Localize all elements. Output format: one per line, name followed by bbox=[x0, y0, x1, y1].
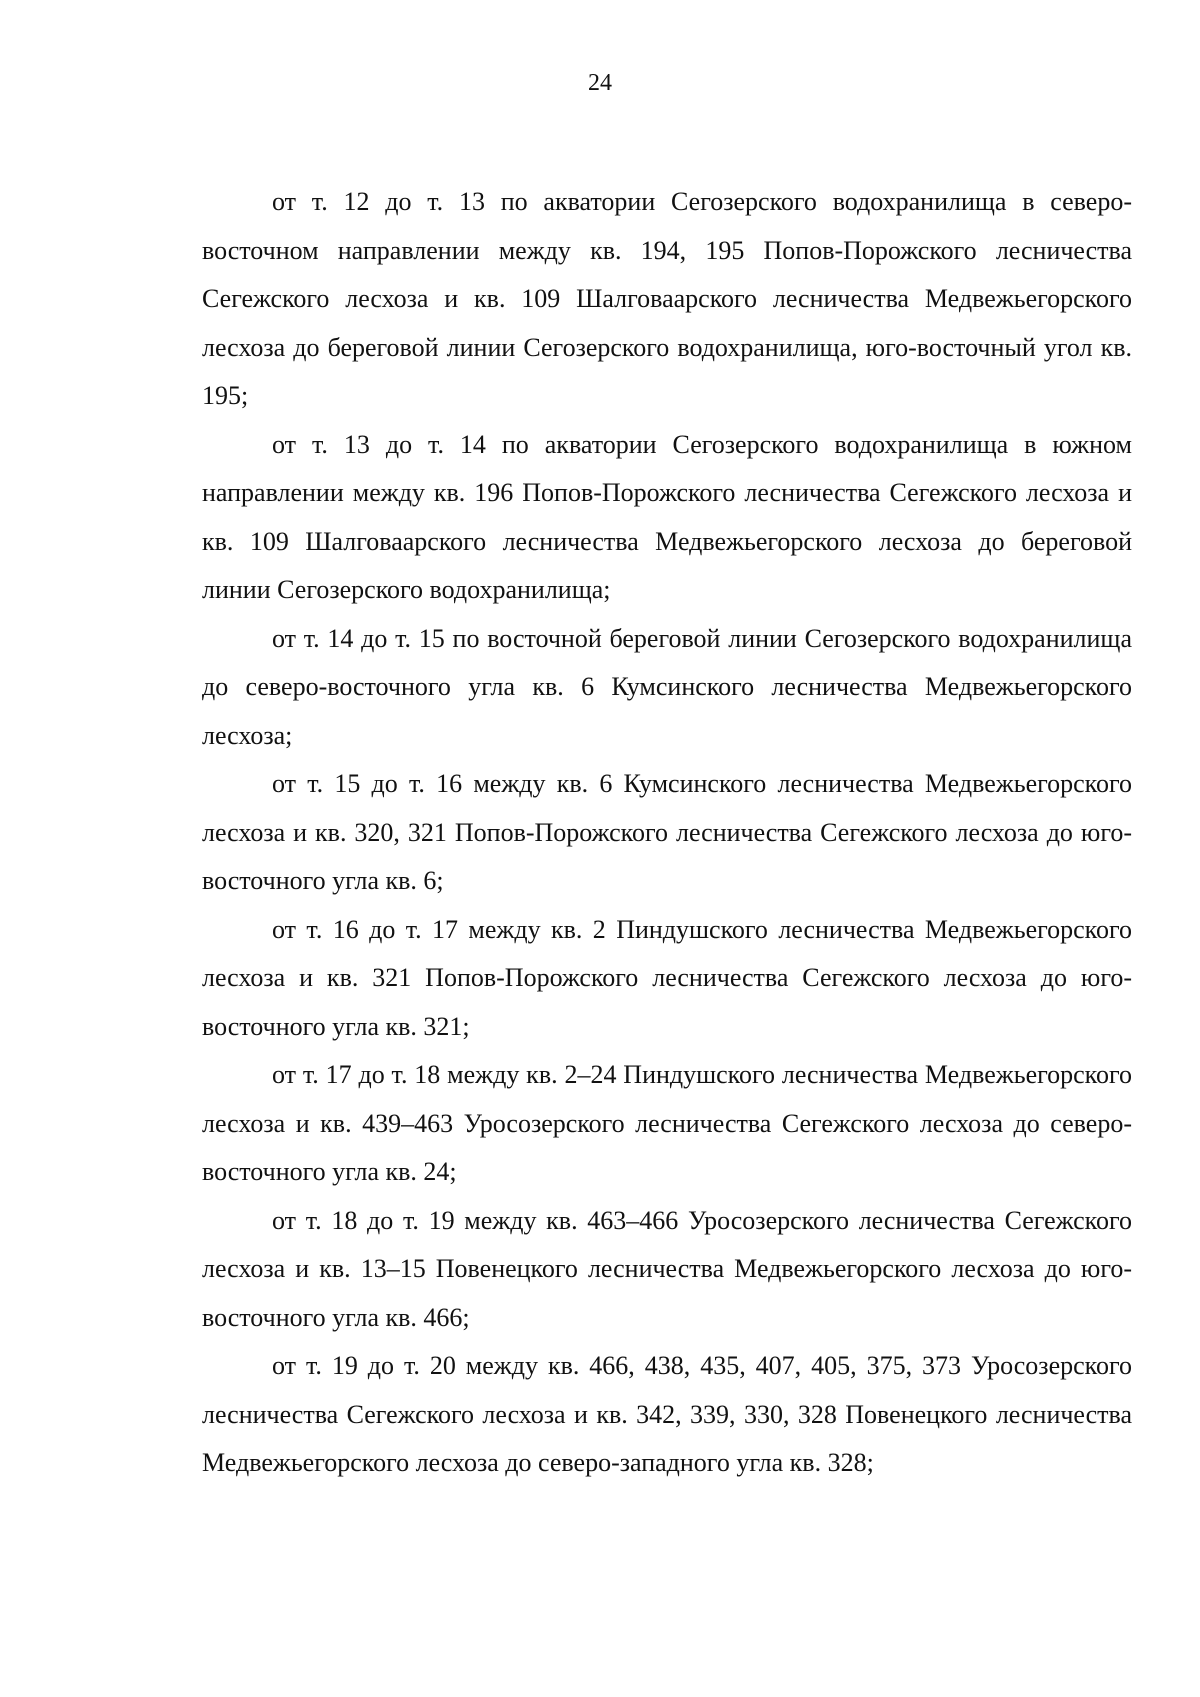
boundary-paragraph: от т. 12 до т. 13 по акватории Сегозерского водохранилища в северо-восточном направлении между кв. 194, 195 Попов-Порожского лесничества Сегежского лесхоза и кв. 109 Шалговаарского лесничества Медвежьегорского лесхоза до береговой линии Сегозерского водохранилища, юго-восточный угол кв. 195; bbox=[202, 187, 1132, 410]
boundary-paragraph: от т. 15 до т. 16 между кв. 6 Кумсинского лесничества Медвежьегорского лесхоза и кв. 320, 321 Попов-Порожского лесничества Сегежского лесхоза до юго-восточного угла кв. 6; bbox=[202, 769, 1132, 895]
document-body bbox=[202, 178, 1132, 1488]
boundary-paragraph: от т. 19 до т. 20 между кв. 466, 438, 435, 407, 405, 375, 373 Уросозерского лесничества Сегежского лесхоза и кв. 342, 339, 330, 328 Повенецкого лесничества Медвежьегорского лесхоза до северо-западного угла кв. 328; bbox=[202, 1351, 1132, 1477]
boundary-paragraph: от т. 14 до т. 15 по восточной береговой линии Сегозерского водохранилища до северо-восточного угла кв. 6 Кумсинского лесничества Медвежьегорского лесхоза; bbox=[202, 623, 1132, 750]
boundary-paragraph: от т. 17 до т. 18 между кв. 2–24 Пиндушского лесничества Медвежьегорского лесхоза и кв. 439–463 Уросозерского лесничества Сегежского лесхоза до северо-восточного угла кв. 24; bbox=[202, 1060, 1132, 1186]
page-number: 24 bbox=[588, 70, 612, 96]
boundary-paragraph: от т. 18 до т. 19 между кв. 463–466 Уросозерского лесничества Сегежского лесхоза и кв. 13–15 Повенецкого лесничества Медвежьегорского лесхоза до юго-восточного угла кв. 466; bbox=[202, 1205, 1132, 1332]
boundary-paragraph: от т. 13 до т. 14 по акватории Сегозерского водохранилища в южном направлении между кв. 196 Попов-Порожского лесничества Сегежского лесхоза и кв. 109 Шалговаарского лесничества Медвежьегорского лесхоза до береговой линии Сегозерского водохранилища; bbox=[202, 429, 1132, 604]
boundary-paragraph: от т. 16 до т. 17 между кв. 2 Пиндушского лесничества Медвежьегорского лесхоза и кв. 321 Попов-Порожского лесничества Сегежского лесхоза до юго-восточного угла кв. 321; bbox=[202, 914, 1132, 1041]
